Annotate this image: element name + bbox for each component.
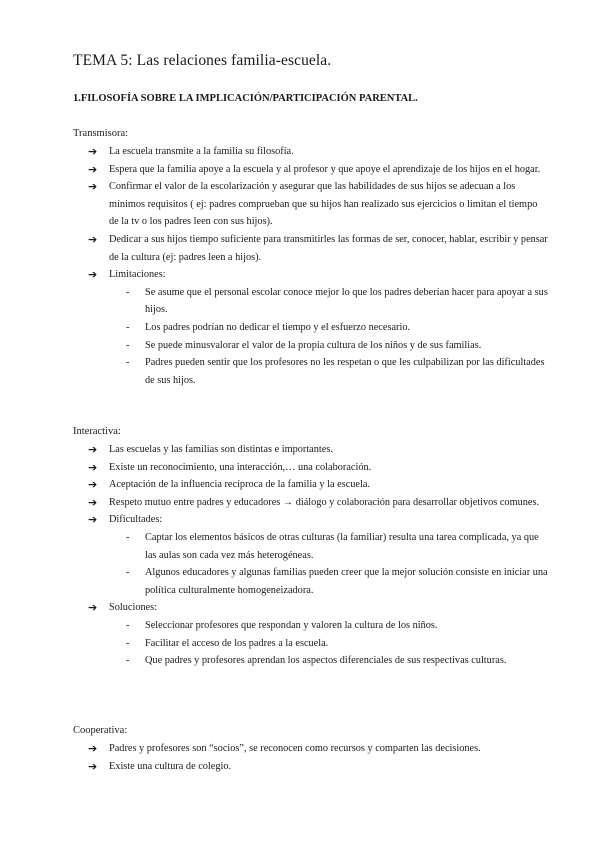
heading-transmisora: Transmisora: — [73, 128, 129, 139]
list-item: ➔ Padres y profesores son “socios”, se reconocen como recursos y comparten las decisiones. — [88, 740, 548, 758]
sub-list-item: - Los padres podrían no dedicar el tiempo y el esfuerzo necesario. — [109, 319, 548, 337]
arrow-icon: ➔ — [88, 145, 98, 158]
list-item: ➔ Confirmar el valor de la escolarización y asegurar que las habilidades de sus hijos se adecuan a los mínimos requisitos ( ej: padres comprueban que su hijos han realizado sus ejercicios o limitan el tiempo de la tv o los padres leen con sus hijos). — [88, 180, 538, 228]
arrow-icon: ➔ — [88, 268, 98, 282]
arrow-icon: ➔ — [88, 443, 98, 456]
list-item-soluciones: ➔ Soluciones: - Seleccionar profesores que respondan y valoren la cultura de los niños. - Facilitar el acceso de los padres a la escuela. - Que padres y profesores aprendan los aspectos diferenciales de sus respectivas culturas. — [88, 599, 548, 669]
arrow-icon: ➔ — [88, 601, 98, 615]
arrow-icon: ➔ — [88, 180, 98, 194]
sub-list-item: - Se asume que el personal escolar conoce mejor lo que los padres deberían hacer para apoyar a sus hijos. — [109, 284, 548, 319]
list-cooperativa — [88, 740, 548, 775]
sub-list-item: - Captar los elementos básicos de otras culturas (la familiar) resulta una tarea complicada, ya que las aulas son cada vez más heterogéneas. — [109, 529, 548, 564]
list-item: ➔ Existe una cultura de colegio. — [88, 758, 548, 776]
list-item: ➔ Espera que la familia apoye a la escuela y al profesor y que apoye el aprendizaje de los hijos en el hogar. — [88, 161, 548, 179]
arrow-icon: ➔ — [88, 460, 98, 474]
dash-icon: - — [126, 286, 130, 298]
sub-list-item: - Se puede minusvalorar el valor de la propia cultura de los niños y de sus familias. — [109, 337, 548, 355]
sub-list-item: - Facilitar el acceso de los padres a la escuela. — [109, 635, 548, 653]
dash-icon: - — [126, 655, 130, 667]
section-subtitle: 1.FILOSOFÍA SOBRE LA IMPLICACIÓN/PARTICIPACIÓN PARENTAL. — [73, 93, 418, 104]
list-item: ➔ La escuela transmite a la familia su filosofía. — [88, 143, 548, 161]
dash-icon: - — [126, 339, 130, 351]
list-item: ➔ Aceptación de la influencia recíproca de la familia y la escuela. — [88, 476, 548, 494]
list-interactiva — [88, 441, 548, 670]
list-item: ➔ Respeto mutuo entre padres y educadores → diálogo y colaboración para desarrollar objetivos comunes. — [88, 494, 548, 512]
sublist-limitaciones — [109, 284, 548, 390]
dash-icon: - — [126, 321, 130, 333]
dash-icon: - — [126, 619, 130, 631]
list-item: ➔ Dedicar a sus hijos tiempo suficiente para transmitirles las formas de ser, conocer, hablar, escribir y pensar de la cultura (ej: padres leen a hijos). — [88, 232, 548, 263]
sub-list-item: - Algunos educadores y algunas familias pueden creer que la mejor solución consiste en iniciar una política culturalmente homogeneizadora. — [109, 564, 548, 599]
dash-icon: - — [126, 357, 130, 369]
heading-cooperativa: Cooperativa: — [73, 725, 128, 736]
arrow-icon: ➔ — [88, 513, 98, 527]
sub-list-item: - Seleccionar profesores que respondan y valoren la cultura de los niños. — [109, 617, 548, 635]
dash-icon: - — [126, 637, 130, 649]
dash-icon: - — [126, 567, 130, 579]
page-title: TEMA 5: Las relaciones familia-escuela. — [73, 52, 332, 69]
list-item-limitaciones: ➔ Limitaciones: - Se asume que el personal escolar conoce mejor lo que los padres deberían hacer para apoyar a sus hijos. - Los padres podrían no dedicar el tiempo y el esfuerzo necesario. - Se puede minusvalorar el valor de la propia cultura de los niños y de sus familias. - Padres pueden sentir que los profesores no les respetan o que les culpabilizan por las dificultades de sus hijos. — [88, 266, 548, 389]
arrow-icon: ➔ — [88, 742, 98, 755]
heading-interactiva: Interactiva: — [73, 426, 121, 437]
sublist-dificultades — [109, 529, 548, 599]
sub-list-item: - Que padres y profesores aprendan los aspectos diferenciales de sus respectivas culturas. — [109, 652, 548, 670]
list-item: ➔ Las escuelas y las familias son distintas e importantes. — [88, 441, 548, 459]
arrow-icon: ➔ — [88, 759, 98, 773]
arrow-icon: ➔ — [88, 478, 98, 492]
dash-icon: - — [126, 531, 130, 543]
arrow-icon: ➔ — [88, 495, 98, 509]
list-item-dificultades: ➔ Dificultades: - Captar los elementos básicos de otras culturas (la familiar) resulta una tarea complicada, ya que las aulas son cada vez más heterogéneas. - Algunos educadores y algunas familias pueden creer que la mejor solución consiste en iniciar una política culturalmente homogeneizadora. — [88, 511, 548, 599]
list-transmisora — [88, 143, 548, 389]
sub-list-item: - Padres pueden sentir que los profesores no les respetan o que les culpabilizan por las dificultades de sus hijos. — [109, 354, 548, 389]
sublist-soluciones — [109, 617, 548, 670]
arrow-icon: ➔ — [88, 162, 98, 176]
list-item: ➔ Existe un reconocimiento, una interacción,… una colaboración. — [88, 459, 548, 477]
arrow-icon: ➔ — [88, 232, 98, 246]
